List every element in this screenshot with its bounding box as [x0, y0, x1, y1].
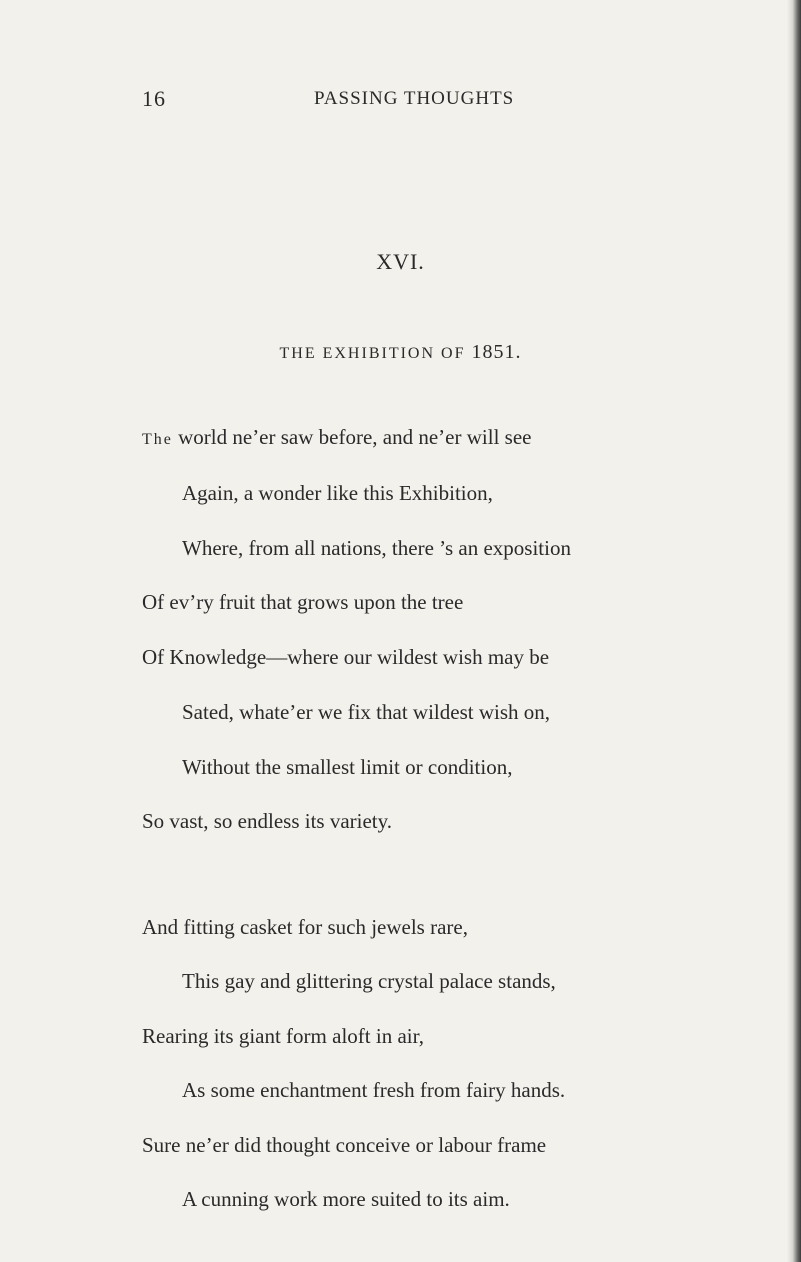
poem-line: Of Knowledge—where our wildest wish may be	[142, 645, 550, 669]
poem-line: Again, a wonder like this Exhibition,	[182, 481, 493, 505]
poem-line: A cunning work more suited to its aim.	[182, 1187, 510, 1211]
poem-title-year: 1851.	[471, 341, 522, 363]
poem-line	[142, 425, 531, 450]
section-numeral: XVI.	[376, 249, 425, 274]
poem-line: This gay and glittering crystal palace stands,	[182, 969, 556, 993]
poem-line: Where, from all nations, there ’s an exposition	[182, 536, 571, 560]
poem-line: Sure ne’er did thought conceive or labour frame	[142, 1133, 547, 1157]
poem-line: Sated, whate’er we fix that wildest wish on,	[182, 700, 550, 724]
poem-line: So vast, so endless its variety.	[142, 809, 393, 833]
poem-title-text: THE EXHIBITION OF	[279, 345, 466, 362]
small-caps-initial-word: The	[142, 431, 173, 448]
page-edge-shadow	[787, 0, 801, 1262]
poem-line: Without the smallest limit or condition,	[182, 755, 513, 779]
poem-line: Of ev’ry fruit that grows upon the tree	[142, 590, 464, 614]
running-title: PASSING THOUGHTS	[314, 88, 515, 109]
poem-line-text: world ne’er saw before, and ne’er will see	[172, 425, 532, 449]
poem-title	[0, 341, 801, 364]
poem-line: And fitting casket for such jewels rare,	[142, 915, 468, 939]
poem-line: As some enchantment fresh from fairy hands.	[182, 1078, 566, 1102]
poem-line: Rearing its giant form aloft in air,	[142, 1024, 425, 1048]
page-number: 16	[142, 86, 166, 111]
